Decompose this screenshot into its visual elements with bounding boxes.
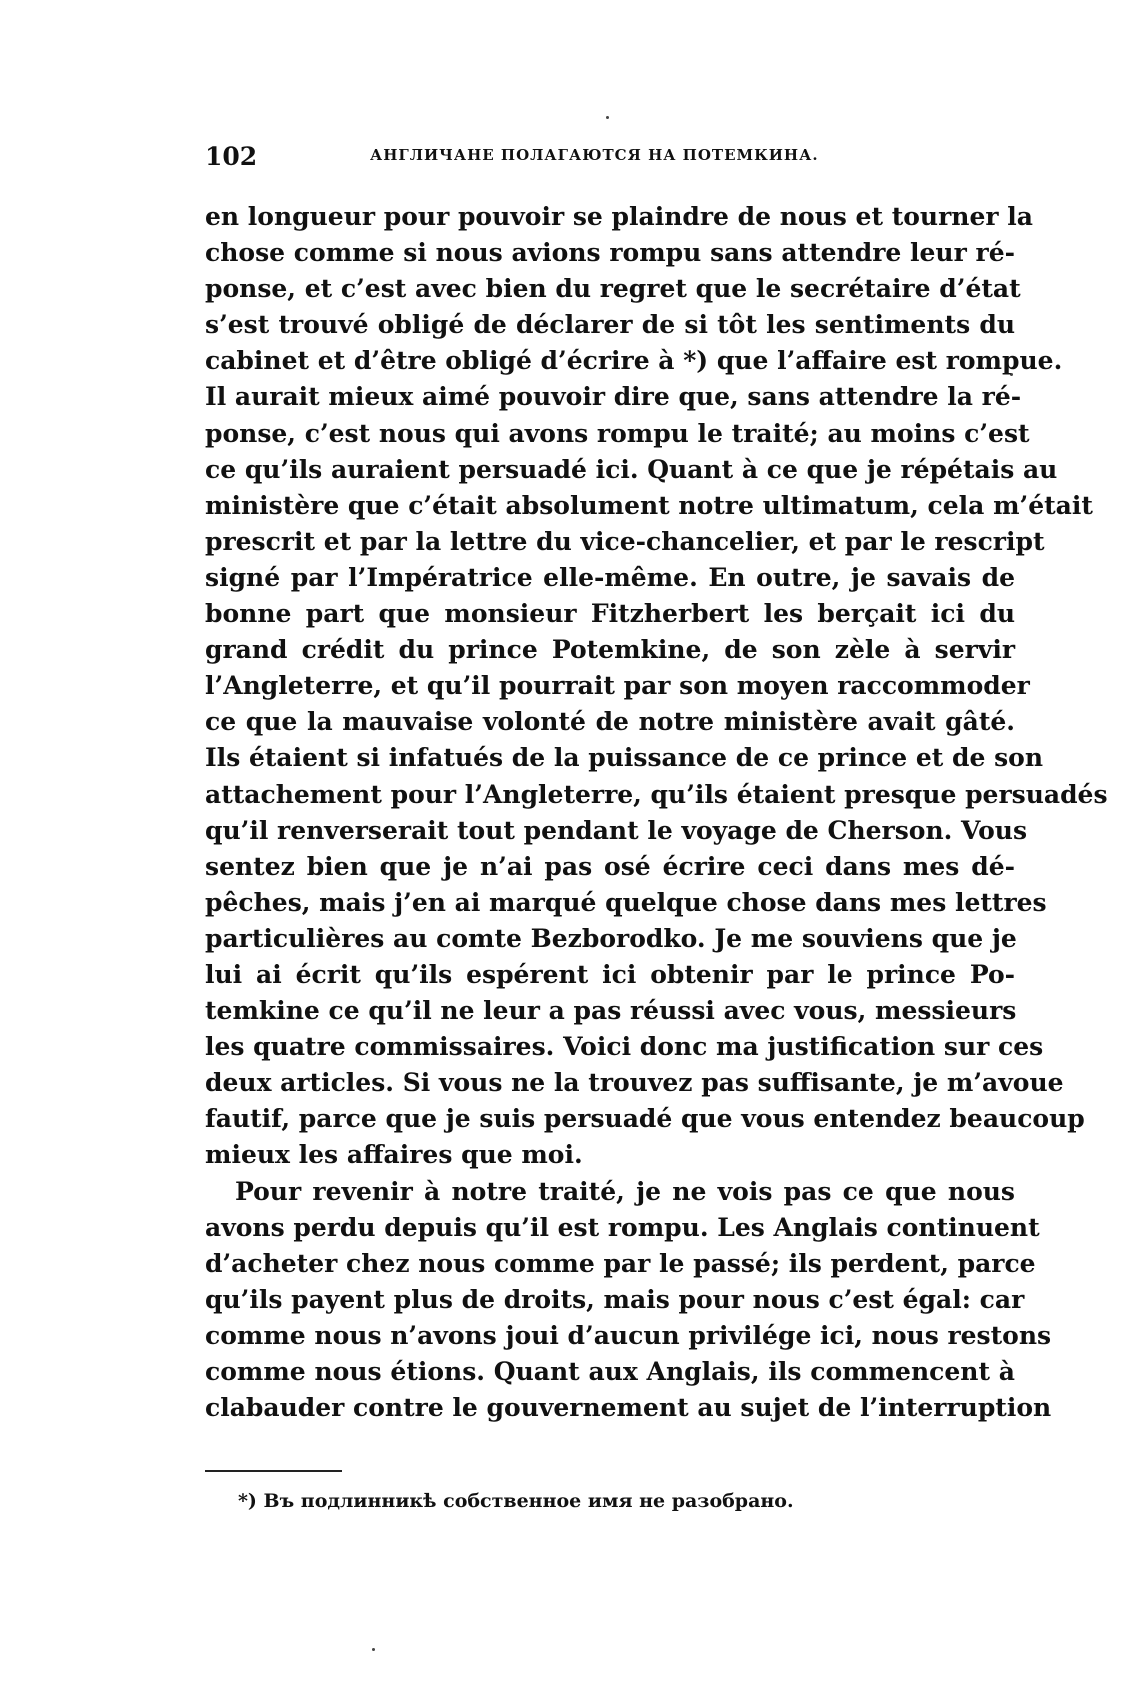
text-line: clabauder contre le gouvernement au sujet de l’interruption [205,1393,1052,1423]
text-line: signé par l’Impératrice elle-même. En outre, je savais de [205,562,1015,592]
text-line: qu’ils payent plus de droits, mais pour nous c’est égal: car [205,1284,1025,1314]
text-line: qu’il renverserait tout pendant le voyage de Cherson. Vous [205,815,1028,845]
text-line: sentez bien que je n’ai pas osé écrire ceci dans mes dé- [205,851,1015,881]
speck-bottom [372,1648,375,1651]
text-line: deux articles. Si vous ne la trouvez pas suffisante, je m’avoue [205,1068,1064,1098]
text-line: bonne part que monsieur Fitzherbert les berçait ici du [205,599,1015,629]
text-line: ponse, et c’est avec bien du regret que le secrétaire d’état [205,274,1021,304]
text-line: pêches, mais j’en ai marqué quelque chose dans mes lettres [205,887,1047,917]
text-line: ponse, c’est nous qui avons rompu le traité; au moins c’est [205,418,1030,448]
text-line: attachement pour l’Angleterre, qu’ils étaient presque persuadés [205,779,1108,809]
text-line: Il aurait mieux aimé pouvoir dire que, sans attendre la ré- [205,382,1022,412]
text-line: chose comme si nous avions rompu sans attendre leur ré- [205,238,1015,268]
text-line: fautif, parce que je suis persuadé que vous entendez beaucoup [205,1104,1085,1134]
text-line: s’est trouvé obligé de déclarer de si tôt les sentiments du [205,310,1015,340]
text-line: avons perdu depuis qu’il est rompu. Les Anglais continuent [205,1212,1040,1242]
text-line: Ils étaient si infatués de la puissance de ce prince et de son [205,743,1044,773]
footnote-rule [205,1470,342,1472]
text-line: ce qu’ils auraient persuadé ici. Quant à ce que je répétais au [205,454,1058,484]
text-line: comme nous étions. Quant aux Anglais, ils commencent à [205,1357,1015,1386]
speck-top [606,116,609,119]
text-line: cabinet et d’être obligé d’écrire à *) que l’affaire est rompue. [205,346,1063,376]
text-line: Pour revenir à notre traité, je ne vois pas ce que nous [235,1176,1015,1206]
text-line: temkine ce qu’il ne leur a pas réussi avec vous, messieurs [205,996,1017,1026]
text-line: d’acheter chez nous comme par le passé; ils perdent, parce [205,1248,1036,1278]
text-line: comme nous n’avons joui d’aucun privilége ici, nous restons [205,1320,1052,1350]
text-line: ministère que c’était absolument notre ultimatum, cela m’était [205,490,1093,520]
running-head: АНГЛИЧАНЕ ПОЛАГАЮТСЯ НА ПОТЕМКИНА. [370,146,819,164]
page-header [0,142,1140,182]
text-line: lui ai écrit qu’ils espérent ici obtenir par le prince Po- [205,959,1015,989]
text-line: prescrit et par la lettre du vice-chancelier, et par le rescript [205,526,1045,556]
text-line: mieux les affaires que moi. [205,1140,583,1170]
page-number: 102 [205,142,258,171]
footnote: *) Въ подлинникѣ собственное имя не разобрано. [238,1490,794,1512]
text-line: l’Angleterre, et qu’il pourrait par son moyen raccommoder [205,671,1030,701]
text-line: en longueur pour pouvoir se plaindre de nous et tourner la [205,202,1033,231]
text-line: grand crédit du prince Potemkine, de son zèle à servir [205,635,1015,665]
body-text [205,199,1108,1426]
text-line: les quatre commissaires. Voici donc ma justification sur ces [205,1032,1044,1062]
text-line: ce que la mauvaise volonté de notre ministère avait gâté. [205,707,1015,737]
text-line: particulières au comte Bezborodko. Je me souviens que je [205,923,1017,953]
